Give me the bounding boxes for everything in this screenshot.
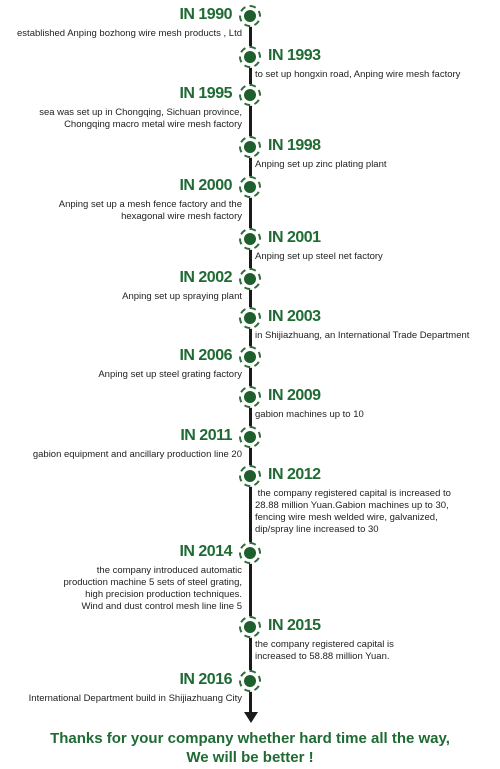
- footer-line-2: We will be better !: [186, 749, 314, 766]
- timeline-description-line: Anping set up steel net factory: [255, 251, 383, 262]
- timeline-node: [239, 670, 261, 692]
- timeline-node: [239, 426, 261, 448]
- timeline-description-line: Anping set up zinc plating plant: [255, 159, 387, 170]
- timeline-year: IN 2011: [180, 427, 232, 444]
- timeline-year: IN 2006: [179, 347, 232, 364]
- timeline-node: [239, 307, 261, 329]
- timeline-description: [29, 693, 242, 705]
- timeline-description-line: production machine 5 sets of steel grating,: [63, 577, 242, 588]
- timeline-description-line: gabion machines up to 10: [255, 409, 364, 420]
- timeline-arrow-head: [244, 712, 258, 723]
- timeline-node: [239, 176, 261, 198]
- timeline-description: [255, 639, 394, 663]
- timeline-description: [255, 409, 364, 421]
- timeline-description-line: in Shijiazhuang, an International Trade Department: [255, 330, 470, 341]
- timeline-description-line: high precision production techniques.: [85, 589, 242, 600]
- timeline-description-line: fencing wire mesh welded wire, galvanized,: [255, 512, 438, 523]
- timeline-description: [59, 199, 242, 223]
- timeline-node: [239, 346, 261, 368]
- timeline-year: IN 1998: [268, 137, 321, 154]
- timeline-node: [239, 5, 261, 27]
- timeline-description: [255, 69, 460, 81]
- timeline-description-line: Wind and dust control mesh line line 5: [81, 601, 242, 612]
- timeline-description-line: International Department build in Shijiazhuang City: [28, 693, 242, 704]
- timeline-description-line: to set up hongxin road, Anping wire mesh factory: [255, 69, 461, 80]
- timeline-year: IN 2000: [179, 177, 232, 194]
- timeline-node: [239, 136, 261, 158]
- timeline-year: IN 1993: [268, 47, 321, 64]
- timeline-description-line: 28.88 million Yuan.Gabion machines up to 30,: [255, 500, 449, 511]
- timeline-description-line: Anping set up spraying plant: [122, 291, 242, 302]
- timeline-year: IN 2003: [268, 308, 321, 325]
- timeline-description-line: Anping set up a mesh fence factory and the: [58, 199, 242, 210]
- timeline-description-line: established Anping bozhong wire mesh products , Ltd: [17, 28, 242, 39]
- timeline-description-line: gabion equipment and ancillary production line 20: [32, 449, 242, 460]
- timeline-description-line: the company registered capital is increased to: [255, 488, 451, 499]
- timeline-year: IN 2016: [179, 671, 232, 688]
- timeline-description: [255, 488, 451, 536]
- timeline-node: [239, 616, 261, 638]
- timeline-description: [255, 330, 469, 342]
- timeline-description: [255, 251, 383, 263]
- timeline-node: [239, 228, 261, 250]
- timeline-year: IN 2012: [268, 466, 321, 483]
- timeline-year: IN 2014: [179, 543, 232, 560]
- timeline-year: IN 2015: [268, 617, 321, 634]
- timeline-description-line: Chongqing macro metal wire mesh factory: [64, 119, 242, 130]
- timeline-description: [98, 369, 242, 381]
- timeline-node: [239, 268, 261, 290]
- timeline-description: [33, 449, 242, 461]
- footer-line-1: Thanks for your company whether hard time all the way,: [50, 730, 450, 747]
- timeline-node: [239, 84, 261, 106]
- timeline-year: IN 1995: [179, 85, 232, 102]
- timeline-description-line: the company registered capital is: [255, 639, 394, 650]
- timeline-description-line: the company introduced automatic: [96, 565, 242, 576]
- timeline-description-line: sea was set up in Chongqing, Sichuan province,: [39, 107, 242, 118]
- timeline-node: [239, 465, 261, 487]
- timeline-year: IN 1990: [179, 6, 232, 23]
- timeline-description: [17, 28, 242, 40]
- timeline-description-line: dip/spray line increased to 30: [255, 524, 379, 535]
- timeline-description-line: hexagonal wire mesh factory: [121, 211, 242, 222]
- timeline-node: [239, 386, 261, 408]
- timeline-description: [122, 291, 242, 303]
- timeline-description: [64, 565, 243, 613]
- timeline-description: [39, 107, 242, 131]
- timeline-description: [255, 159, 387, 171]
- timeline-description-line: increased to 58.88 million Yuan.: [255, 651, 390, 662]
- timeline-year: IN 2001: [268, 229, 321, 246]
- timeline-description-line: Anping set up steel grating factory: [98, 369, 242, 380]
- timeline-year: IN 2002: [179, 269, 232, 286]
- timeline-year: IN 2009: [268, 387, 321, 404]
- timeline-node: [239, 542, 261, 564]
- timeline-node: [239, 46, 261, 68]
